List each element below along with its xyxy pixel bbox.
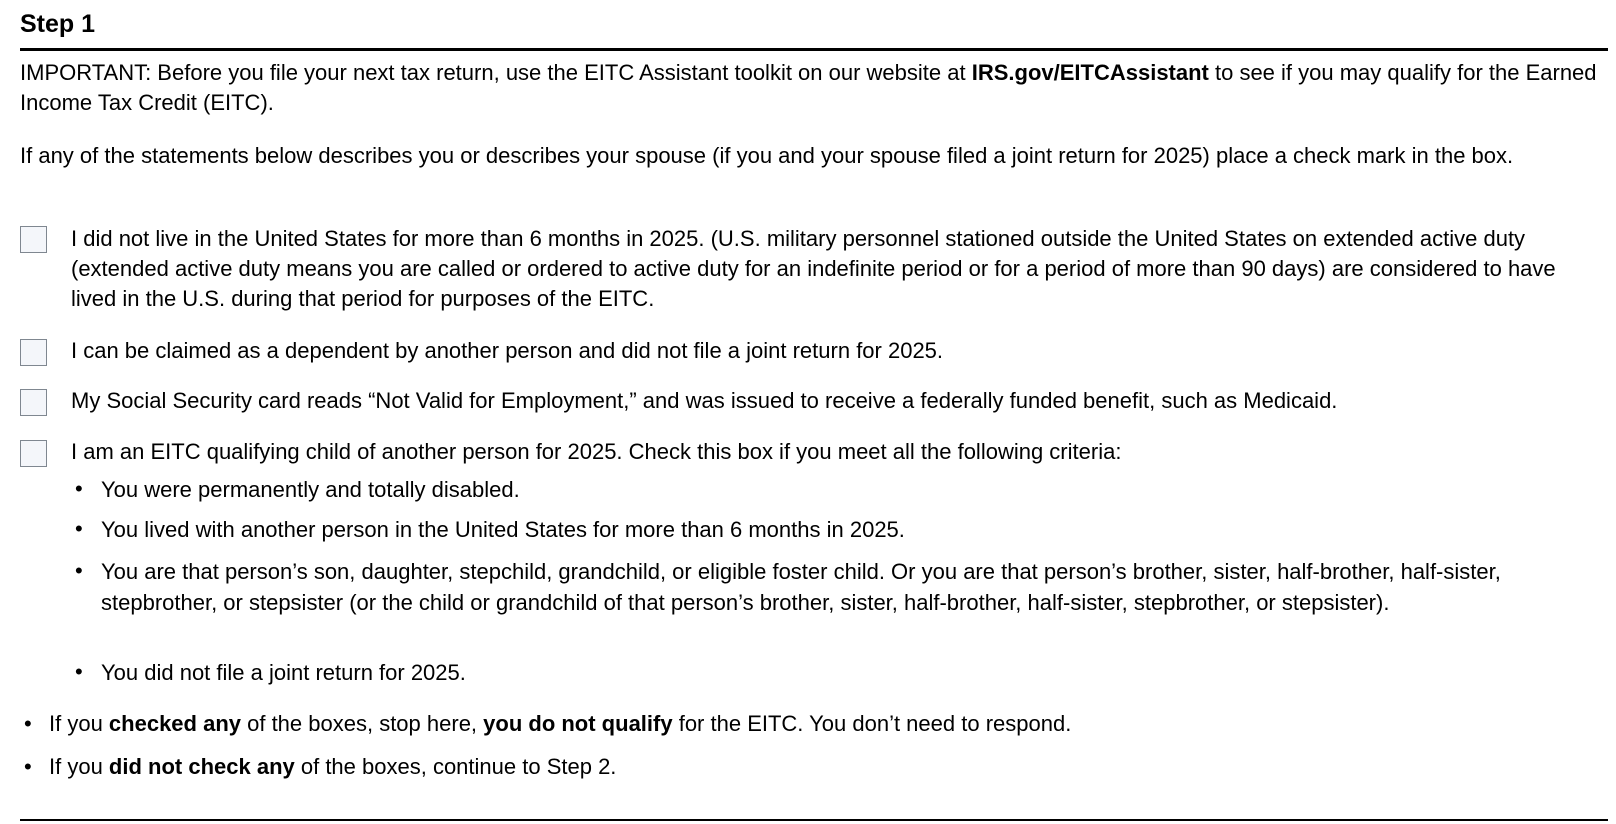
statement-4-checkbox[interactable] [20,440,47,467]
outcome-text: If you [49,754,109,779]
statement-2-checkbox[interactable] [20,339,47,366]
criteria-item-4: You did not file a joint return for 2025. [101,660,466,685]
criteria-bullet: • [75,558,83,583]
outcome-emphasis: checked any [108,711,241,736]
outcome-text: of the boxes, continue to Step 2. [294,754,617,779]
instruction-text: If any of the statements below describes you or describes your spouse (if you and your spouse filed a joint return for 2025) place a check mark in the box. [20,143,1514,168]
statement-1-checkbox[interactable] [20,226,47,253]
criteria-bullet: • [75,516,83,541]
important-text-prefix: IMPORTANT: Before you file your next tax return, use the EITC Assistant toolkit on our website at [20,60,972,85]
outcome-emphasis: you do not qualify [483,711,673,736]
outcome-bullet: • [24,711,32,736]
outcome-bullet: • [24,754,32,779]
criteria-item-2: You lived with another person in the United States for more than 6 months in 2025. [101,517,905,542]
statement-3-text: My Social Security card reads “Not Valid for Employment,” and was issued to receive a federally funded benefit, such as Medicaid. [71,388,1338,413]
step-title: Step 1 [20,10,96,38]
important-notice [20,58,1600,118]
statement-2-text: I can be claimed as a dependent by another person and did not file a joint return for 2025. [71,338,944,363]
important-text-suffix: to see if you may qualify for the Earned Income Tax Credit (EITC). [20,60,1597,115]
bottom-divider [20,819,1608,821]
criteria-bullet: • [75,659,83,684]
outcome-text: of the boxes, stop here, [241,711,484,736]
outcome-not-checked-text [49,752,1589,782]
outcome-checked-text [49,709,1589,739]
statement-4-text: I am an EITC qualifying child of another person for 2025. Check this box if you meet all the following criteria: [71,439,1122,464]
outcome-text: for the EITC. You don’t need to respond. [672,711,1072,736]
top-divider [20,48,1608,51]
outcome-emphasis: did not check any [108,754,295,779]
criteria-item-3: You are that person’s son, daughter, stepchild, grandchild, or eligible foster child. Or you are that person’s brother, sister, half-brother, half-sister, stepbrother, or stepsister (or the child or grandchild of that person’s brother, sister, half-brother, half-sister, stepbrother, or stepsister). [101,559,1501,615]
eitc-assistant-link[interactable]: IRS.gov/EITCAssistant [971,60,1209,85]
outcome-text: If you [49,711,109,736]
statement-1-text: I did not live in the United States for more than 6 months in 2025. (U.S. military personnel stationed outside the United States on extended active duty (extended active duty means you are called or ordered to active duty for an indefinite period or for a period of more than 90 days) are considered to have lived in the U.S. during that period for purposes of the EITC. [71,226,1556,311]
statement-3-checkbox[interactable] [20,389,47,416]
criteria-bullet: • [75,476,83,501]
criteria-item-1: You were permanently and totally disabled. [101,477,520,502]
